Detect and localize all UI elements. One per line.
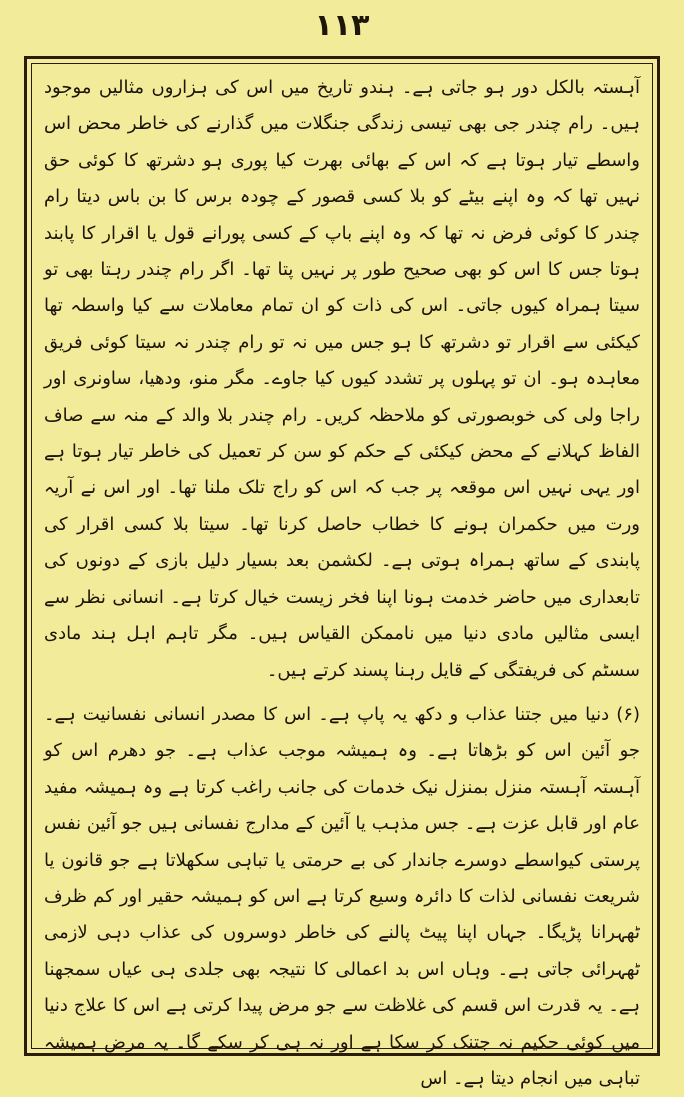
- body-text: [44, 70, 640, 1089]
- paragraph-2: (۶) دنیا میں جتنا عذاب و دکھ یہ پاپ ہے۔ اس کا مصدر انسانی نفسانیت ہے۔ جو آئین اس کو بڑھاتا ہے۔ وہ ہمیشہ موجب عذاب ہے۔ جو دھرم اس کو آہستہ آہستہ منزل بمنزل نیک خدمات کی جانب راغب کرتا ہے وہ ہمیشہ مفید عام اور قابل عزت ہے۔ جس مذہب یا آئین کے مدارج نفسانی ہیں جو آئین نفس پرستی کیواسطے دوسرے جاندار کی بے حرمتی یا تباہی سکھلاتا ہے جو قانون یا شریعت نفسانی لذات کا دائرہ وسیع کرتا ہے اس کو ہمیشہ حقیر اور کم ظرف ٹھہرانا پڑیگا۔ جہاں اپنا پیٹ پالنے کی خاطر دوسروں کی عذاب دہی لازمی ٹھہرائی جاتی ہے۔ وہاں اس بد اعمالی کا نتیجہ بھی جلدی ہی عیاں سمجھنا ہے۔ یہ قدرت اس قسم کی غلاظت سے جو مرض پیدا کرتی ہے اس کا علاج دنیا میں کوئی حکیم نہ جتنک کر سکا ہے اور نہ ہی کر سکے گا۔ یہ مرض ہمیشہ تباہی میں انجام دیتا ہے۔ اس: [44, 703, 640, 1089]
- page-number: ۱۱۳: [314, 8, 370, 43]
- paragraph-1: آہستہ بالکل دور ہو جاتی ہے۔ ہندو تاریخ میں اس کی ہزاروں مثالیں موجود ہیں۔ رام چندر جی بھی تیسی زندگی جنگلات میں گذارنے کی خاطر محض اس واسطے تیار ہوتا ہے کہ اس کے بھائی بھرت کیا پوری ہو دشرتھ کا کوئی حق نہیں تھا کہ وہ اپنے بیٹے کو بلا کسی قصور کے چودہ برس کا بن باس دیتا رام چندر کا کوئی فرض نہ تھا کہ وہ اپنے باپ کے کسی پورانے قول یا اقرار کا پابند ہوتا جس کا اس کو بھی صحیح طور پر نہیں پتا تھا۔ اگر رام چندر رہتا بھی تو سیتا ہمراہ کیوں جاتی۔ اس کی ذات کو ان تمام معاملات سے کیا واسطہ تھا کیکئی سے اقرار تو دشرتھ کا ہو جس میں نہ تو رام چندر نہ سیتا کوئی فریق معاہدہ ہو۔ ان تو پہلوں پر تشدد کیوں کیا جاوے۔ مگر منو، ودھیا، ساونری اور راجا ولی کی خوبصورتی کو ملاحظہ کریں۔ رام چندر بلا والد کے منہ سے صاف الفاظ کہلانے کے محض کیکئی کے حکم کو سن کر تعمیل کی خاطر تیار ہوتا ہے اور یہی نہیں اس موقعہ پر جب کہ اس کو راج تلک ملنا تھا۔ اور اس نے آریہ ورت میں حکمران ہونے کا خطاب حاصل کرنا تھا۔ سیتا بلا کسی اقرار کی پابندی کے ساتھ ہمراہ ہوتی ہے۔ لکشمن بعد بسیار دلیل بازی کے دونوں کی تابعداری میں حاضر خدمت ہونا اپنا فخر زیست خیال کرتا ہے۔ انسانی نظر سے ایسی مثالیں مادی دنیا میں ناممکن القیاس ہیں۔ مگر تاہم اہل ہند مادی سسٹم کی فریفتگی کے قایل رہنا پسند کرتے ہیں۔: [44, 77, 640, 681]
